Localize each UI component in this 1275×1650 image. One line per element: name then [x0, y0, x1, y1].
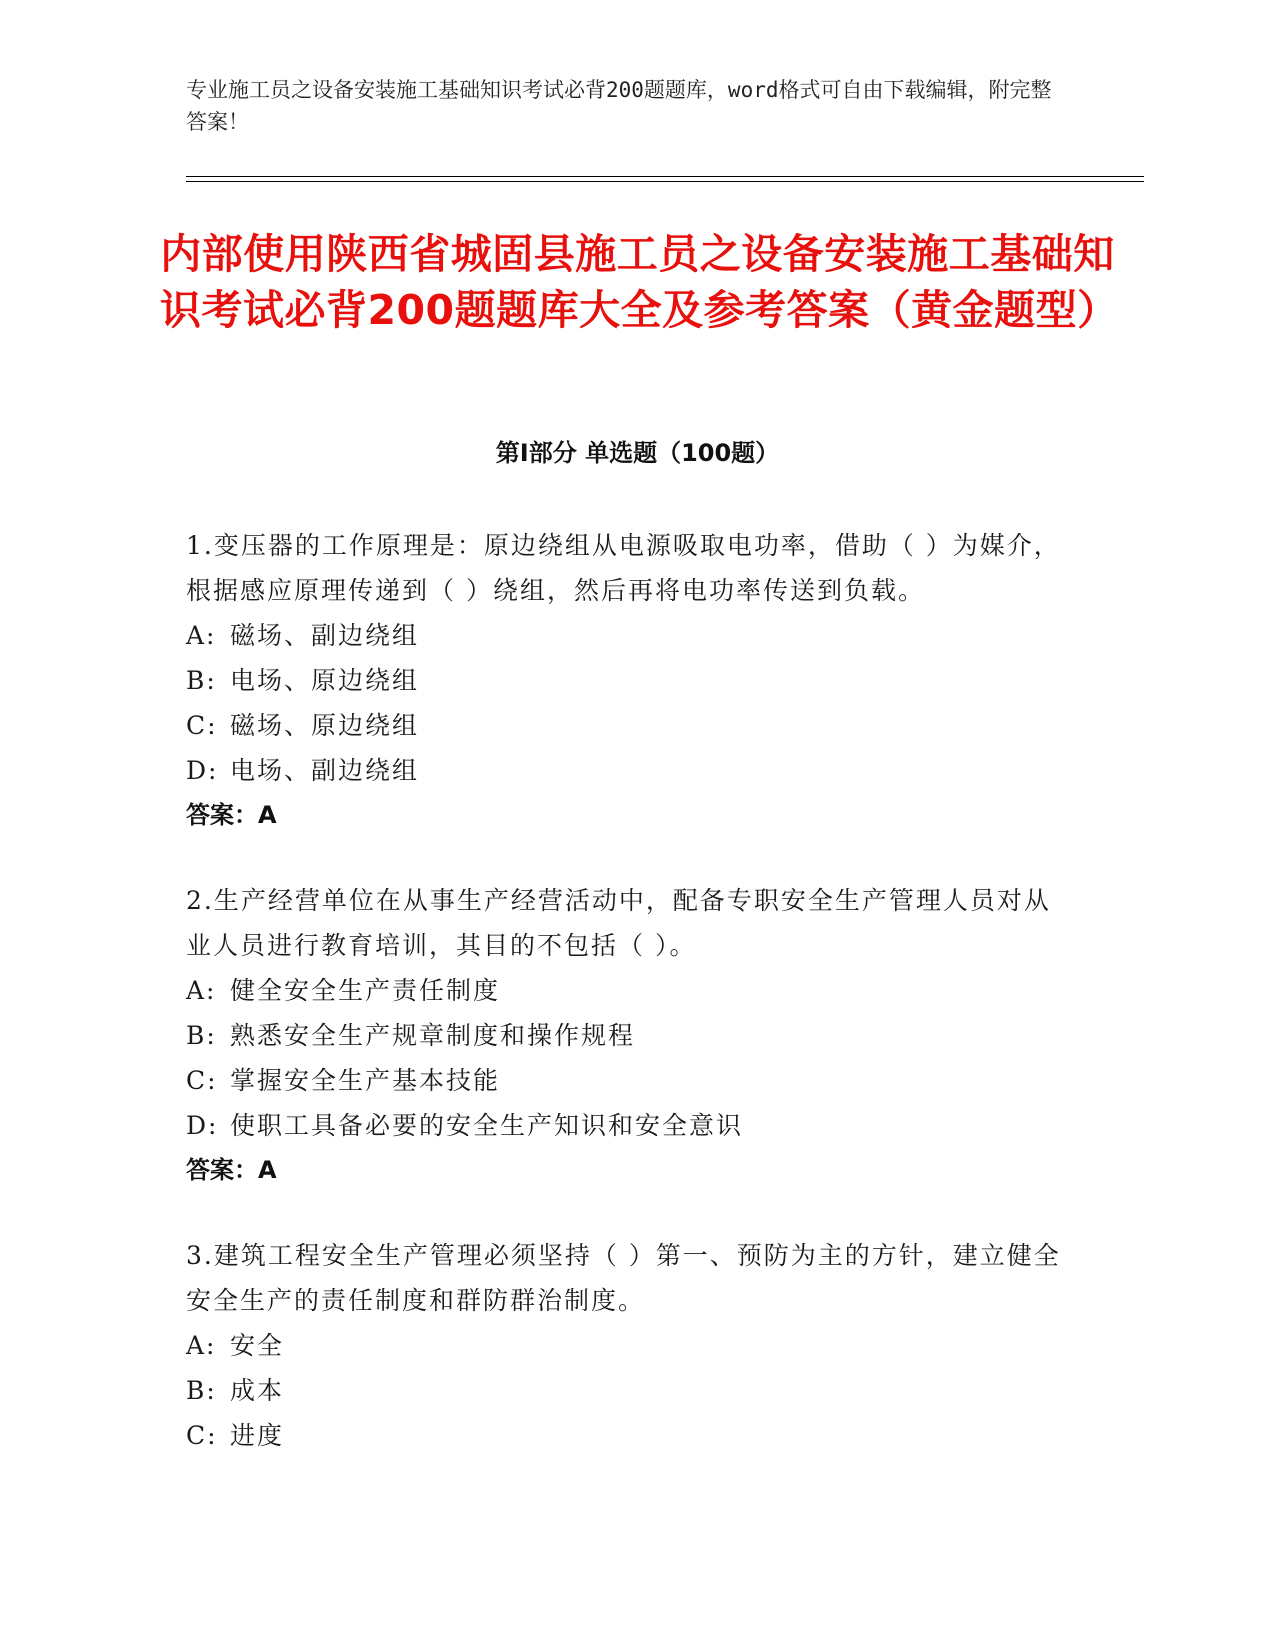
- option-text: 健全安全生产责任制度: [230, 976, 501, 1005]
- option-key: A:: [186, 621, 217, 650]
- document-title: 内部使用陕西省城固县施工员之设备安装施工基础知识考试必背200题题库大全及参考答案（黄金题型）: [160, 230, 1119, 334]
- question-list: [186, 523, 1066, 1498]
- option-key: C:: [186, 1066, 218, 1095]
- option-text: 使职工具备必要的安全生产知识和安全意识: [230, 1111, 744, 1140]
- question-option: [186, 613, 1066, 658]
- question-option: [186, 703, 1066, 748]
- option-key: B:: [186, 666, 217, 695]
- option-text: 掌握安全生产基本技能: [230, 1066, 501, 1095]
- section-heading: 第I部分 单选题（100题）: [495, 439, 780, 467]
- header-divider: [186, 176, 1144, 177]
- question-option: [186, 1368, 1066, 1413]
- question-stem: 2.生产经营单位在从事生产经营活动中，配备专职安全生产管理人员对从业人员进行教育培训，其目的不包括（ ）。: [186, 886, 1051, 960]
- option-key: D:: [186, 756, 219, 785]
- header-divider-secondary: [186, 181, 1144, 182]
- option-key: A:: [186, 976, 217, 1005]
- option-key: C:: [186, 711, 218, 740]
- question-option: [186, 1058, 1066, 1103]
- option-key: C:: [186, 1421, 218, 1450]
- question-answer: 答案：A: [186, 801, 277, 829]
- option-text: 磁场、副边绕组: [230, 621, 420, 650]
- question-item: [186, 523, 1066, 838]
- option-text: 安全: [230, 1331, 285, 1360]
- question-option: [186, 1103, 1066, 1148]
- question-option: [186, 1013, 1066, 1058]
- option-text: 电场、副边绕组: [230, 756, 420, 785]
- option-text: 成本: [230, 1376, 285, 1405]
- question-option: [186, 748, 1066, 793]
- question-option: [186, 968, 1066, 1013]
- option-text: 电场、原边绕组: [230, 666, 420, 695]
- option-key: A:: [186, 1331, 217, 1360]
- option-key: B:: [186, 1021, 217, 1050]
- option-key: D:: [186, 1111, 219, 1140]
- question-answer: 答案：A: [186, 1156, 277, 1184]
- option-text: 熟悉安全生产规章制度和操作规程: [230, 1021, 636, 1050]
- header-note: 专业施工员之设备安装施工基础知识考试必背200题题库，word格式可自由下载编辑，附完整答案！: [186, 78, 1052, 134]
- option-key: B:: [186, 1376, 217, 1405]
- question-stem: 1.变压器的工作原理是：原边绕组从电源吸取电功率，借助（ ）为媒介，根据感应原理传递到（ ）绕组，然后再将电功率传送到负载。: [186, 531, 1061, 605]
- question-option: [186, 1323, 1066, 1368]
- question-option: [186, 1413, 1066, 1458]
- question-item: [186, 878, 1066, 1193]
- question-stem: 3.建筑工程安全生产管理必须坚持（ ）第一、预防为主的方针，建立健全安全生产的责任制度和群防群治制度。: [186, 1241, 1061, 1315]
- question-option: [186, 658, 1066, 703]
- question-item: [186, 1233, 1066, 1458]
- option-text: 磁场、原边绕组: [230, 711, 420, 740]
- option-text: 进度: [230, 1421, 285, 1450]
